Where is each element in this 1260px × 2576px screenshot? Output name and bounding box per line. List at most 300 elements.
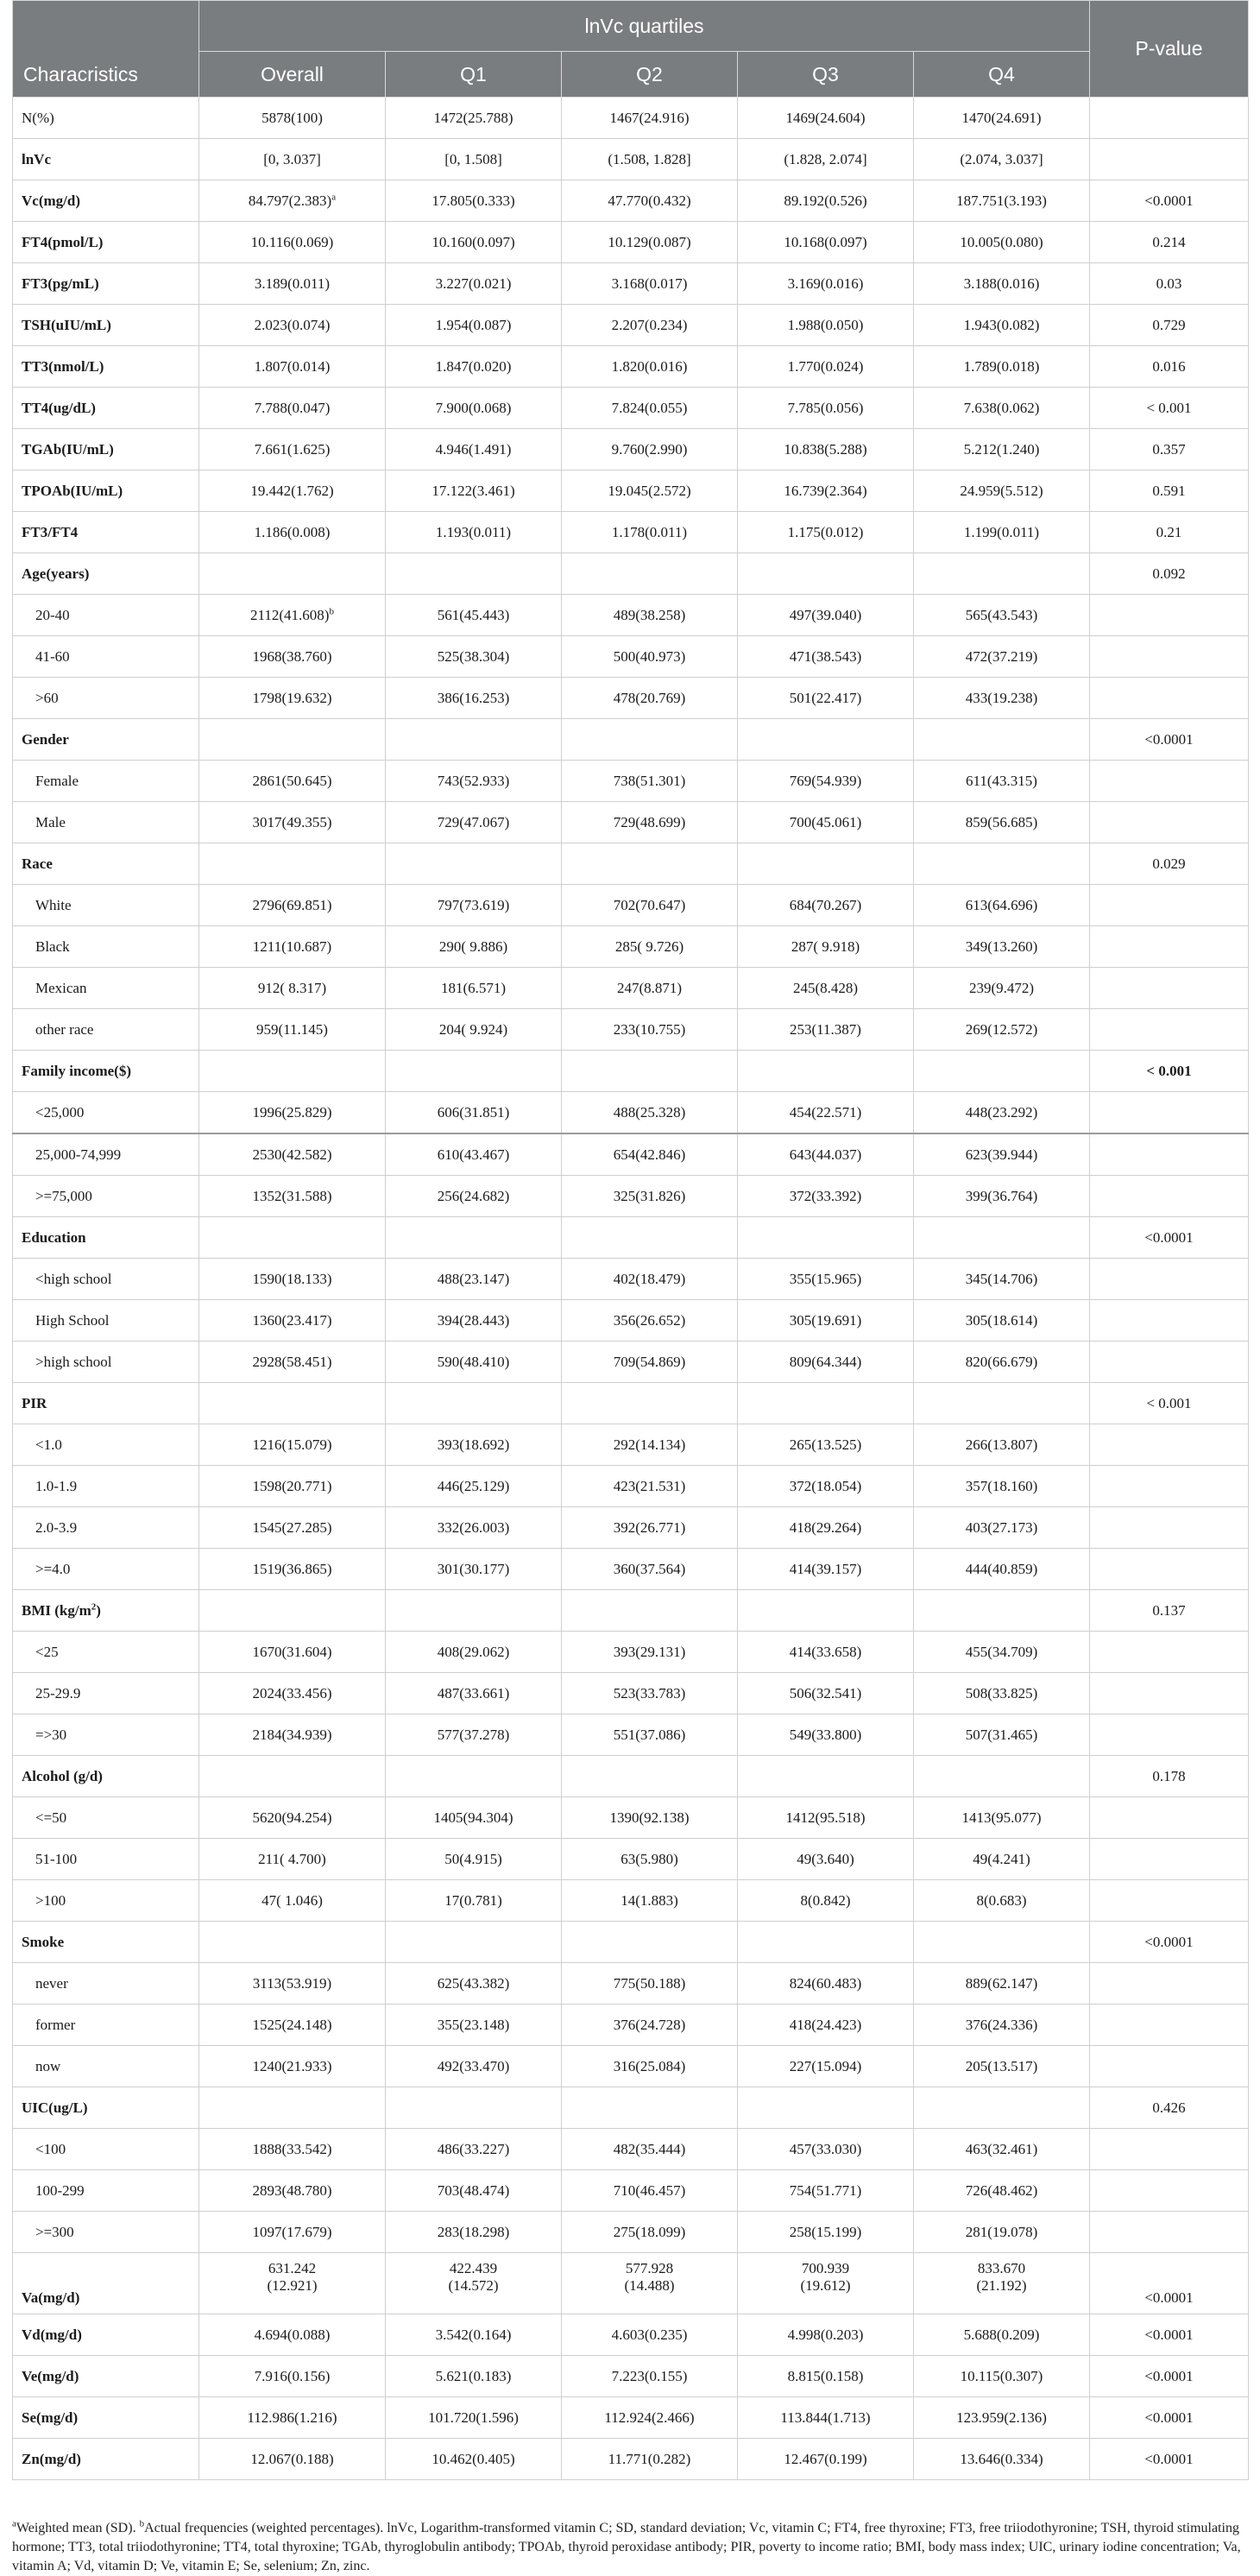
table-cell-overall [199,512,386,553]
table-cell-overall [199,1424,386,1466]
table-cell-pvalue [1090,2212,1249,2253]
row-label-text: N(%) [22,109,54,126]
cell-value: 5.212(1.240) [963,440,1040,458]
table-cell-pvalue [1090,761,1249,802]
cell-value: 123.959(2.136) [956,2409,1047,2426]
cell-value: 444(40.859) [965,1560,1038,1577]
table-cell-q4 [914,1133,1090,1176]
table-cell-overall [199,1176,386,1217]
row-label-text: =>30 [35,1726,67,1743]
cell-value: 227(15.094) [789,2057,862,2074]
row-label [13,1217,199,1259]
table-cell-q1 [386,968,562,1009]
table-row [13,2439,1249,2480]
row-label [13,1507,199,1549]
table-row [13,2087,1249,2129]
table-cell-q2 [562,1300,738,1342]
table-cell-q2 [562,1549,738,1590]
row-label [13,2253,199,2314]
table-cell-q4 [914,2439,1090,2480]
table-cell-overall [199,1342,386,1383]
table-cell-overall [199,222,386,263]
table-cell-q4 [914,885,1090,926]
table-cell-q1 [386,1133,562,1176]
table-cell-overall [199,1839,386,1880]
pvalue-text: 0.357 [1152,440,1186,458]
row-label [13,926,199,968]
cell-value: 489(38.258) [613,606,686,623]
table-cell-q3 [738,1549,914,1590]
cell-value: 433(19.238) [965,689,1038,706]
row-label-text: <high school [35,1270,112,1287]
table-row [13,761,1249,802]
table-cell-q4 [914,2129,1090,2170]
cell-value: [0, 1.508] [444,150,502,167]
table-cell-pvalue [1090,719,1249,761]
cell-value: 2861(50.645) [252,772,332,789]
table-cell-overall [199,1922,386,1963]
table-cell-overall [199,1963,386,2005]
cell-value: 285( 9.726) [614,938,684,955]
table-cell-q3 [738,761,914,802]
table-cell-overall [199,470,386,512]
cell-value: 525(38.304) [437,647,510,665]
cell-value: 393(29.131) [613,1643,686,1660]
cell-value: 1.178(0.011) [611,523,688,540]
row-label-text: >=4.0 [35,1560,71,1577]
table-row [13,1259,1249,1300]
cell-value: 797(73.619) [437,896,510,913]
table-cell-q3 [738,305,914,346]
cell-value: 10.838(5.288) [784,440,867,458]
row-label-text: FT3(pg/mL) [22,275,99,292]
row-label-text: PIR [22,1394,47,1411]
row-label [13,1133,199,1176]
cell-value: 5878(100) [261,109,323,126]
table-cell-q1 [386,1466,562,1507]
cell-value: 89.192(0.526) [784,192,867,209]
row-label [13,1880,199,1922]
cell-value: 305(18.614) [965,1311,1038,1329]
table-cell-q3 [738,1383,914,1424]
table-cell-overall [199,429,386,470]
cell-value: 1412(95.518) [785,1809,866,1826]
table-cell-pvalue [1090,1673,1249,1714]
table-cell-q1 [386,1756,562,1797]
table-cell-pvalue [1090,1880,1249,1922]
table-cell-q2 [562,512,738,553]
row-label [13,1009,199,1051]
table-cell-overall [199,2005,386,2046]
row-label [13,1673,199,1714]
table-cell-q2 [562,678,738,719]
cell-value: [0, 3.037] [263,150,321,167]
table-row [13,968,1249,1009]
table-cell-q2 [562,1466,738,1507]
row-label [13,2439,199,2480]
row-label [13,678,199,719]
cell-value: 1469(24.604) [785,109,866,126]
table-row [13,1342,1249,1383]
row-label-text: <25 [35,1643,59,1660]
table-cell-overall [199,761,386,802]
cell-value: 17.122(3.461) [432,482,515,499]
table-cell-pvalue [1090,180,1249,222]
table-cell-q4 [914,926,1090,968]
row-label-text: Alcohol (g/d) [22,1767,103,1784]
table-cell-q1 [386,1839,562,1880]
cell-value: 418(29.264) [789,1518,862,1536]
cell-value: 497(39.040) [789,606,862,623]
cell-value: 7.916(0.156) [254,2367,331,2384]
pvalue-text: 0.092 [1152,565,1186,582]
table-cell-q2 [562,553,738,595]
table-cell-overall [199,2439,386,2480]
table-cell-q1 [386,1507,562,1549]
table-cell-overall [199,2212,386,2253]
row-label [13,843,199,885]
table-row [13,2129,1249,2170]
cell-value: 24.959(5.512) [960,482,1043,499]
cell-value: 613(64.696) [965,896,1038,913]
table-cell-q1 [386,2397,562,2439]
table-cell-pvalue [1090,2253,1249,2314]
pvalue-text: <0.0001 [1144,2367,1194,2384]
table-cell-pvalue [1090,512,1249,553]
row-label [13,802,199,843]
footnote-mark-a: a [12,2518,16,2529]
row-label [13,1590,199,1632]
table-row [13,1963,1249,2005]
table-cell-q2 [562,843,738,885]
cell-value: 471(38.543) [789,647,862,665]
table-cell-q3 [738,429,914,470]
row-label [13,180,199,222]
row-label-text: Mexican [35,979,87,996]
table-cell-q4 [914,98,1090,139]
cell-value: 245(8.428) [792,979,859,996]
table-row [13,1507,1249,1549]
table-cell-q4 [914,512,1090,553]
cell-value: 287( 9.918) [791,938,860,955]
table-cell-q1 [386,926,562,968]
cell-value: 1470(24.691) [961,109,1042,126]
table-cell-q3 [738,595,914,636]
cell-value: 1670(31.604) [252,1643,332,1660]
cell-value: 84.797(2.383) [248,192,332,209]
cell-value: 355(15.965) [789,1270,862,1287]
table-cell-q1 [386,2005,562,2046]
table-cell-q3 [738,1259,914,1300]
table-row [13,98,1249,139]
cell-value: 684(70.267) [789,896,862,913]
table-cell-q4 [914,1217,1090,1259]
row-label-text: never [35,1974,68,1992]
cell-value: 7.661(1.625) [254,440,331,458]
row-label [13,2087,199,2129]
table-cell-pvalue [1090,1714,1249,1756]
table-cell-q1 [386,1342,562,1383]
row-label [13,1963,199,2005]
row-label [13,98,199,139]
table-cell-q4 [914,2170,1090,2212]
table-cell-q3 [738,1342,914,1383]
row-label [13,2356,199,2397]
table-cell-q3 [738,1300,914,1342]
table-cell-q3 [738,2314,914,2356]
cell-value: 7.900(0.068) [435,399,512,416]
header-q3: Q3 [738,52,914,98]
pvalue-text: 0.029 [1152,855,1186,872]
pvalue-text: 0.016 [1152,357,1186,375]
row-label [13,388,199,429]
cell-value: 265(13.525) [789,1436,862,1453]
table-cell-overall [199,636,386,678]
table-cell-q2 [562,139,738,180]
table-cell-q3 [738,1133,914,1176]
table-cell-q3 [738,2046,914,2087]
footnote-b-text: Actual frequencies (weighted percentages). lnVc, Logarithm-transformed vitamin C; SD, standard deviation; Vc, vitamin C; FT4, free thyroxine; FT3, free triiodothyronine; TSH, thyroid stimulating hormone; TT3, total triiodothyronine; TT4, total thyroxine; TGAb, thyroglobulin antibody; TPOAb, thyroid peroxidase antibody; PIR, poverty to income ratio; BMI, body mass index; UIC, urinary iodine concentration; Va, vitamin A; Vd, vitamin D; Ve, vitamin E; Se, selenium; Zn, zinc. [12,2521,1241,2573]
table-cell-q3 [738,2439,914,2480]
table-row [13,2212,1249,2253]
table-row [13,1051,1249,1092]
table-cell-pvalue [1090,553,1249,595]
row-label [13,1176,199,1217]
table-cell-q2 [562,885,738,926]
cell-value: 1525(24.148) [252,2016,332,2033]
pvalue-text: <0.0001 [1144,2409,1194,2426]
table-cell-q4 [914,2046,1090,2087]
cell-value: 403(27.173) [965,1518,1038,1536]
table-cell-q2 [562,2253,738,2314]
table-cell-overall [199,1756,386,1797]
table-cell-q3 [738,678,914,719]
table-cell-q3 [738,2356,914,2397]
table-cell-pvalue [1090,1259,1249,1300]
table-cell-q3 [738,636,914,678]
table-cell-q4 [914,1880,1090,1922]
table-cell-q3 [738,263,914,305]
table-cell-q2 [562,968,738,1009]
row-label [13,2397,199,2439]
table-cell-q1 [386,222,562,263]
table-cell-q1 [386,2356,562,2397]
table-row [13,678,1249,719]
table-cell-overall [199,1133,386,1176]
table-cell-q4 [914,139,1090,180]
cell-value: 623(39.944) [965,1146,1038,1163]
table-cell-q2 [562,636,738,678]
cell-value: 113.844(1.713) [780,2409,871,2426]
table-cell-q1 [386,1797,562,1839]
pvalue-text: 0.178 [1152,1767,1186,1784]
cell-value: 386(16.253) [437,689,510,706]
table-cell-overall [199,678,386,719]
table-cell-pvalue [1090,926,1249,968]
table-cell-q3 [738,1507,914,1549]
cell-value: 824(60.483) [789,1974,862,1992]
cell-value: 376(24.728) [613,2016,686,2033]
table-cell-overall [199,1009,386,1051]
table-cell-pvalue [1090,2170,1249,2212]
table-cell-overall [199,1797,386,1839]
table-cell-q2 [562,926,738,968]
table-cell-pvalue [1090,2356,1249,2397]
table-cell-q1 [386,2087,562,2129]
row-label-text: Race [22,855,53,872]
row-label-text: <25,000 [35,1103,85,1121]
table-cell-q3 [738,1756,914,1797]
cell-value: 1.943(0.082) [963,316,1040,333]
cell-value: 9.760(2.990) [611,440,688,458]
cell-value: 408(29.062) [437,1643,510,1660]
row-label-text: White [35,896,72,913]
header-group-title: lnVc quartiles [199,1,1090,52]
cell-value: 2530(42.582) [252,1146,332,1163]
table-cell-q1 [386,1673,562,1714]
cell-value: 360(37.564) [613,1560,686,1577]
table-cell-q1 [386,98,562,139]
table-cell-q2 [562,470,738,512]
table-cell-pvalue [1090,1549,1249,1590]
table-cell-q4 [914,1092,1090,1134]
table-cell-pvalue [1090,2087,1249,2129]
table-cell-q1 [386,2170,562,2212]
table-cell-q1 [386,305,562,346]
table-row [13,512,1249,553]
pvalue-text: < 0.001 [1146,1394,1192,1411]
table-cell-q4 [914,595,1090,636]
table-row [13,2170,1249,2212]
row-label [13,2314,199,2356]
cell-value: 7.223(0.155) [611,2367,688,2384]
pvalue-text: <0.0001 [1144,1933,1194,1950]
table-cell-q1 [386,885,562,926]
cell-value: 1413(95.077) [961,1809,1042,1826]
row-label [13,1383,199,1424]
cell-value: 1.199(0.011) [963,523,1040,540]
table-row [13,1424,1249,1466]
table-cell-q1 [386,512,562,553]
table-cell-overall [199,1714,386,1756]
table-cell-overall [199,885,386,926]
table-cell-q4 [914,1507,1090,1549]
table-cell-q3 [738,1009,914,1051]
cell-value: 3.542(0.164) [435,2326,512,2343]
cell-value: 376(24.336) [965,2016,1038,2033]
table-cell-q1 [386,1632,562,1673]
row-label-text: 2.0-3.9 [35,1518,78,1536]
table-cell-overall [199,1092,386,1134]
table-cell-overall [199,553,386,595]
table-cell-pvalue [1090,470,1249,512]
cell-value: 112.986(1.216) [247,2409,337,2426]
row-label-text: Age(years) [22,565,90,582]
table-cell-q2 [562,1424,738,1466]
row-label-end: ) [96,1601,101,1619]
table-cell-q3 [738,1466,914,1507]
table-cell-q3 [738,2087,914,2129]
table-cell-pvalue [1090,636,1249,678]
cell-value: 332(26.003) [437,1518,510,1536]
table-row [13,1217,1249,1259]
cell-value: 112.924(2.466) [604,2409,695,2426]
table-cell-q4 [914,1259,1090,1300]
pvalue-text: 0.21 [1156,523,1182,540]
cell-value: 1.988(0.050) [787,316,864,333]
table-cell-overall [199,346,386,388]
header-q2: Q2 [562,52,738,98]
table-cell-pvalue [1090,595,1249,636]
table-cell-overall [199,926,386,968]
cell-value: 17(0.781) [444,1891,502,1909]
table-row [13,2046,1249,2087]
cell-value: 12.467(0.199) [784,2450,867,2467]
row-label-text: former [35,2016,76,2033]
cell-value: 47.770(0.432) [608,192,691,209]
table-cell-overall [199,1051,386,1092]
table-cell-q1 [386,1590,562,1632]
table-cell-q4 [914,180,1090,222]
table-cell-q3 [738,2397,914,2439]
cell-value: 3017(49.355) [252,813,332,830]
cell-value: 709(54.869) [613,1353,686,1370]
cell-value: 269(12.572) [965,1020,1038,1038]
table-cell-q4 [914,1176,1090,1217]
cell-value: 349(13.260) [965,938,1038,955]
table-cell-q3 [738,180,914,222]
header-pvalue: P-value [1090,1,1249,98]
table-cell-q4 [914,1342,1090,1383]
cell-value: 10.129(0.087) [608,233,691,250]
table-cell-pvalue [1090,305,1249,346]
table-cell-q2 [562,98,738,139]
cell-value: 507(31.465) [965,1726,1038,1743]
pvalue-text: <0.0001 [1144,192,1194,209]
table-cell-q3 [738,802,914,843]
table-cell-q1 [386,719,562,761]
table-cell-q2 [562,1217,738,1259]
table-cell-q1 [386,595,562,636]
cell-value: 482(35.444) [613,2140,686,2157]
cell-value: 2024(33.456) [252,1684,332,1702]
row-label-text: Female [35,772,79,789]
table-cell-q2 [562,1009,738,1051]
cell-value: 1.789(0.018) [963,357,1040,375]
cell-value: 49(3.640) [797,1850,854,1867]
cell-value: 501(22.417) [789,689,862,706]
table-cell-q4 [914,1300,1090,1342]
table-row [13,2005,1249,2046]
table-cell-pvalue [1090,263,1249,305]
table-cell-q4 [914,1424,1090,1466]
cell-value: 5620(94.254) [252,1809,332,1826]
cell-value: 49(4.241) [973,1850,1030,1867]
table-cell-q2 [562,1756,738,1797]
cell-value: 488(23.147) [437,1270,510,1287]
cell-value: 3.189(0.011) [254,275,331,292]
cell-value: 402(18.479) [613,1270,686,1287]
row-label-text: now [35,2057,61,2074]
table-cell-overall [199,968,386,1009]
cell-value: 3.188(0.016) [963,275,1040,292]
table-cell-q2 [562,305,738,346]
pvalue-text: 0.426 [1152,2099,1186,2116]
cell-value: 577.928 (14.488) [624,2260,675,2294]
row-label-text: >=300 [35,2223,74,2240]
table-row [13,2356,1249,2397]
table-cell-q4 [914,2397,1090,2439]
